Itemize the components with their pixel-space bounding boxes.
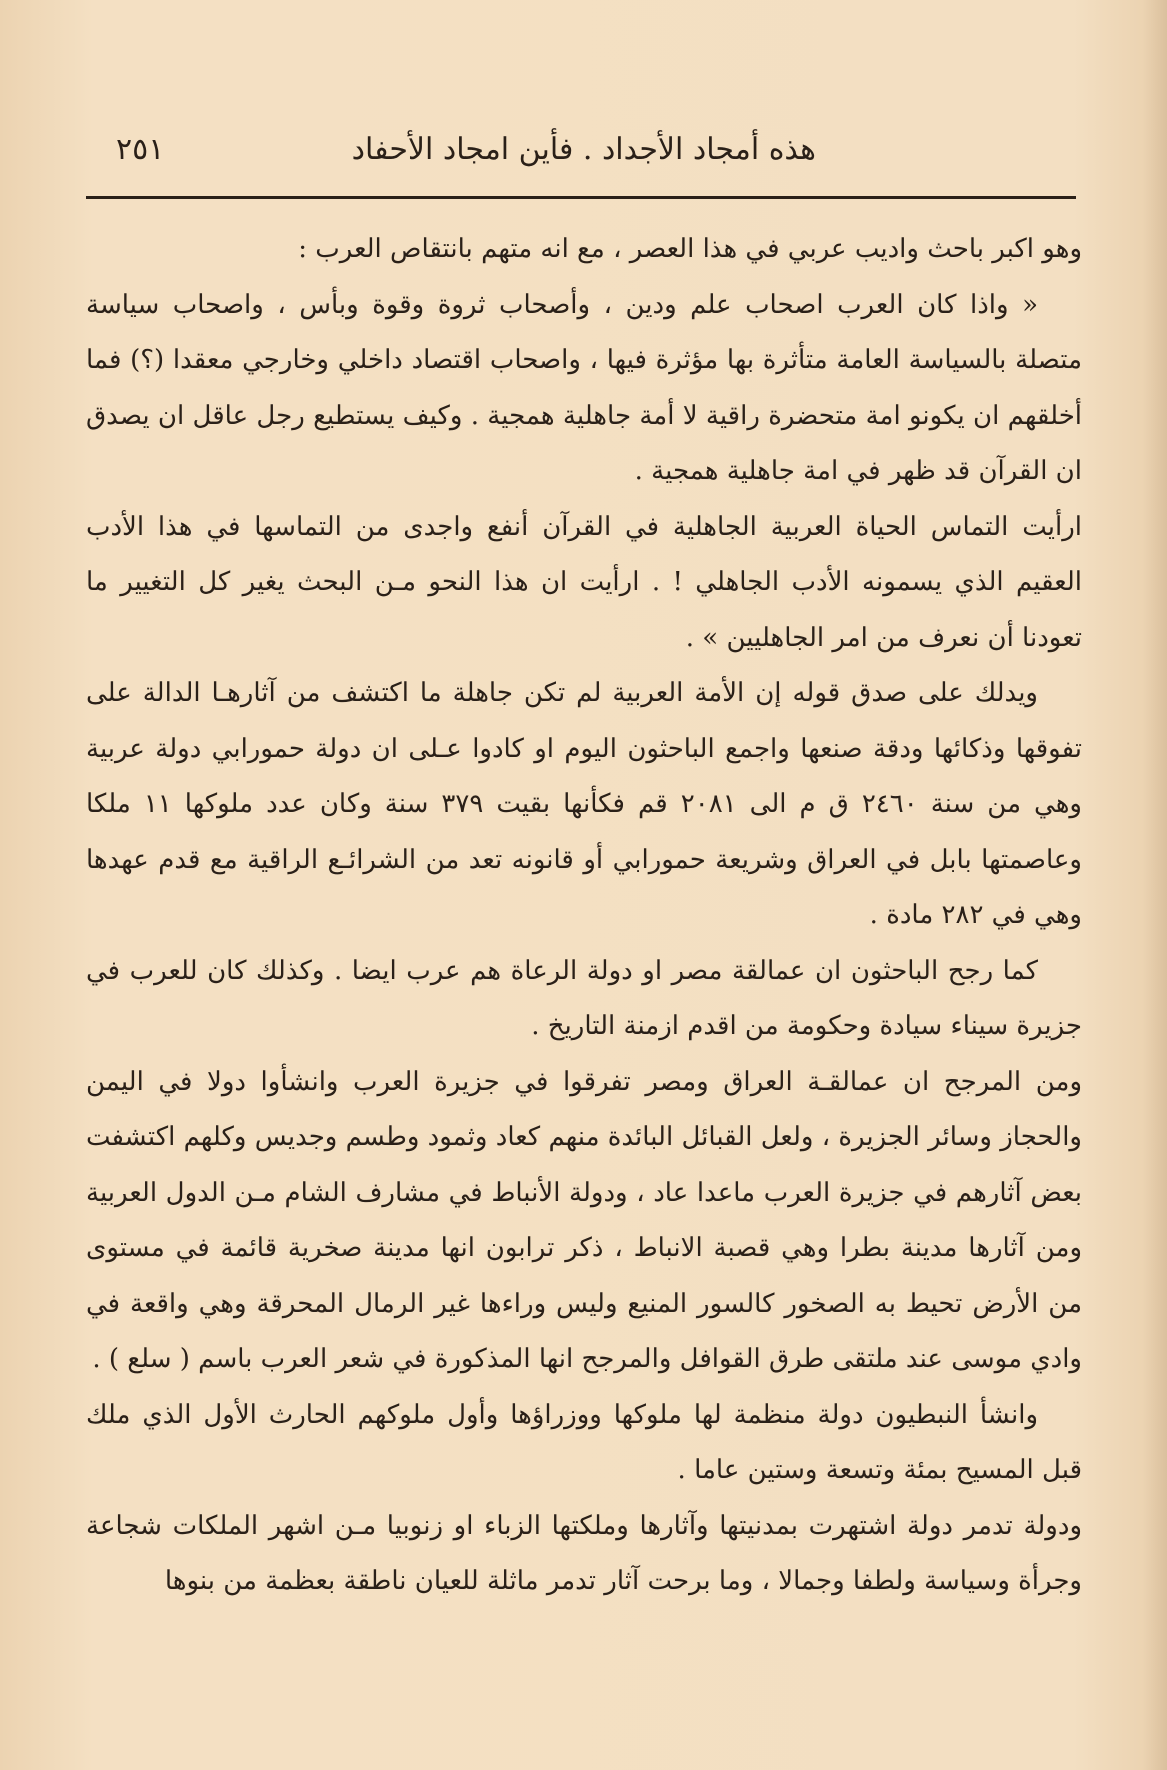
page-number: ٢٥١ bbox=[116, 132, 165, 167]
paragraph-palmyra: ودولة تدمر دولة اشتهرت بمدنيتها وآثارها وملكتها الزباء او زنوبيا مـن اشهر الملكات شجاعة وجرأة وسياسة ولطفا وجمالا ، وما برحت آثار تدمر ماثلة للعيان ناطقة بعظمة من بنوها bbox=[86, 1510, 1082, 1596]
paragraph-nabataeans: ومن المرجح ان عمالقـة العراق ومصر تفرقوا في جزيرة العرب وانشأوا دولا في اليمن والحجاز وسائر الجزيرة ، ولعل القبائل البائدة منهم كعاد وثمود وطسم وجديس وكلهم اكتشفت بعض آثارهم في جزيرة العرب ماعدا عاد ، ودولة الأنباط في مشارف الشام مـن الدول العربية ومن آثارها مدينة بطرا وهي قصبة الانباط ، ذكر ترابون انها مدينة صخرية قائمة في مستوى من الأرض تحيط به الصخور كالسور المنيع وليس وراءها غير الرمال المحرقة وهي واقعة في وادي موسى عند ملتقى طرق القوافل والمرجح انها المذكورة في شعر العرب باسم ( سلع ) . bbox=[86, 1066, 1082, 1374]
paragraph-hammurabi: ويدلك على صدق قوله إن الأمة العربية لم تكن جاهلة ما اكتشف من آثارهـا الدالة على تفوقها وذكائها ودقة صنعها واجمع الباحثون اليوم او كادوا عـلى ان دولة حمورابي دولة عربية وهي من سنة ٢٤٦٠ ق م الى ٢٠٨١ قم فكأنها بقيت ٣٧٩ سنة وكان عدد ملوكها ١١ ملكا وعاصمتها بابل في العراق وشريعة حمورابي أو قانونه تعد من الشرائـع الراقية مع قدم عهدها وهي في ٢٨٢ مادة . bbox=[86, 678, 1082, 930]
paragraph-amalekites: كما رجح الباحثون ان عمالقة مصر او دولة الرعاة هم عرب ايضا . وكذلك كان للعرب في جزيرة سيناء سيادة وحكومة من اقدم ازمنة التاريخ . bbox=[86, 955, 1082, 1041]
paragraph-nabataean-kings: وانشأ النبطيون دولة منظمة لها ملوكها ووزراؤها وأول ملوكهم الحارث الأول الذي ملك قبل المسيح بمئة وتسعة وستين عاما . bbox=[86, 1399, 1082, 1485]
page-header bbox=[86, 128, 1076, 176]
running-title: هذه أمجاد الأجداد . فأين امجاد الأحفاد bbox=[351, 132, 816, 167]
body-text bbox=[86, 222, 1082, 1762]
page-edge-shadow bbox=[1143, 0, 1167, 1770]
paragraph-quote-1: « واذا كان العرب اصحاب علم ودين ، وأصحاب ثروة وقوة وبأس ، واصحاب سياسة متصلة بالسياسة العامة متأثرة بها مؤثرة فيها ، واصحاب اقتصاد داخلي وخارجي معقدا (؟) فما أخلقهم ان يكونو امة متحضرة راقية لا أمة جاهلية همجية . وكيف يستطيع رجل عاقل ان يصدق ان القرآن قد ظهر في امة جاهلية همجية . bbox=[86, 289, 1082, 486]
header-rule bbox=[86, 196, 1076, 199]
paragraph-intro: وهو اكبر باحث واديب عربي في هذا العصر ، مع انه متهم بانتقاص العرب : bbox=[298, 234, 1082, 264]
paragraph-quote-2: ارأيت التماس الحياة العربية الجاهلية في القرآن أنفع واجدى من التماسها في هذا الأدب العقيم الذي يسمونه الأدب الجاهلي ! . ارأيت ان هذا النحو مـن البحث يغير كل التغيير ما تعودنا أن نعرف من امر الجاهليين » . bbox=[86, 511, 1082, 653]
